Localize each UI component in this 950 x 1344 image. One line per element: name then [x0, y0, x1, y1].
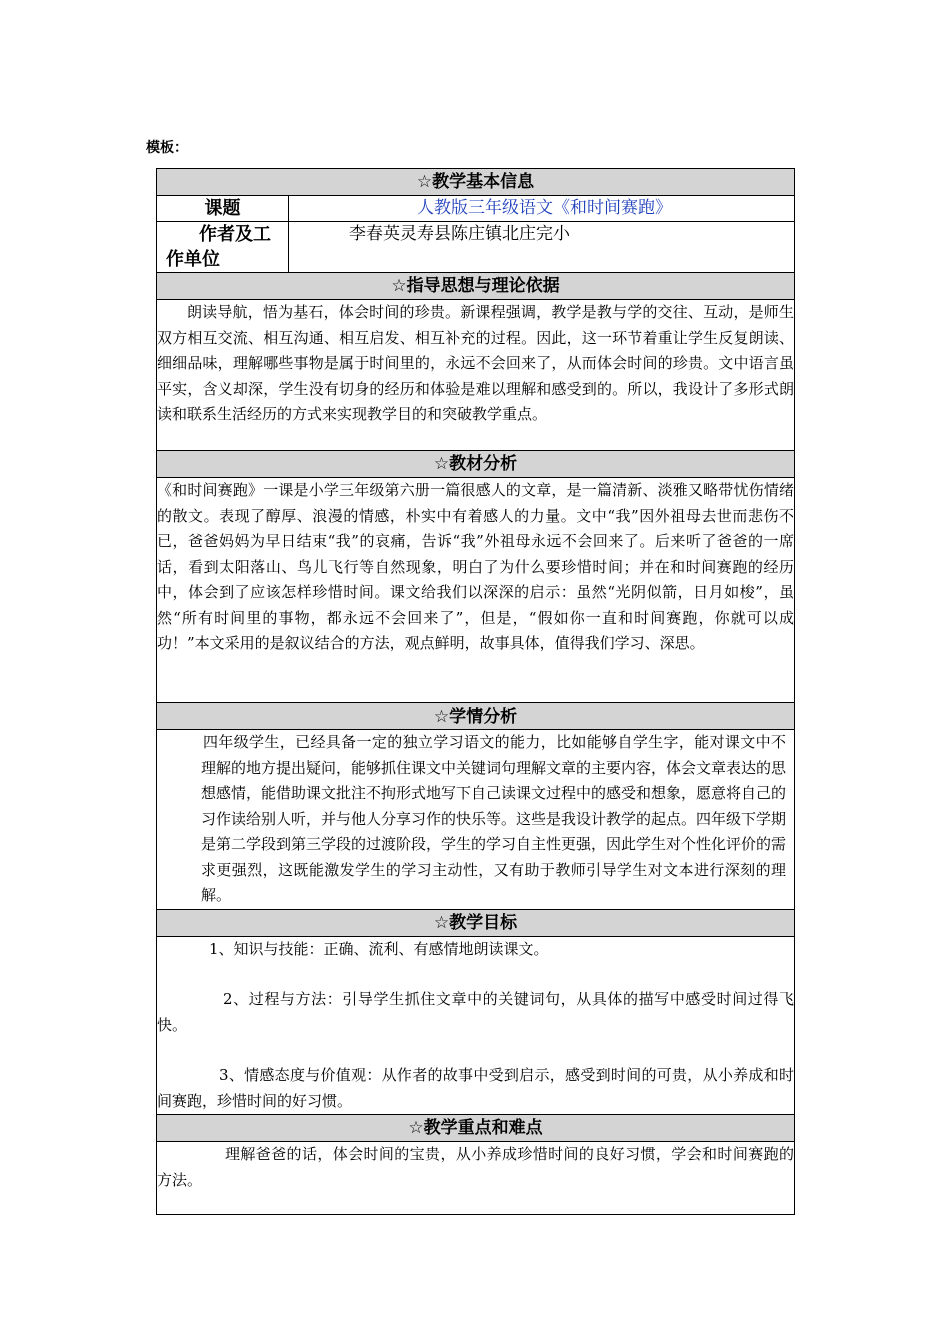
keypoints-text: 理解爸爸的话，体会时间的宝贵，从小养成珍惜时间的良好习惯，学会和时间赛跑的方法。 — [157, 1142, 795, 1215]
guiding-body-row — [157, 300, 795, 451]
students-text: 四年级学生，已经具备一定的独立学习语文的能力，比如能够自学生字，能对课文中不理解的地方提出疑问，能够抓住课文中关键词句理解文章的主要内容，体会文章表达的思想感情，能借助课文批注不拘形式地写下自己读课文过程中的感受和想象，愿意将自己的习作读给别人听，并与他人分享习作的快乐等。这些是我设计教学的起点。四年级下学期是第二学段到第三学段的过渡阶段，学生的学习自主性更强，因此学生对个性化评价的需求更强烈，这既能激发学生的学习主动性，又有助于教师引导学生对文本进行深刻的理解。 — [157, 730, 795, 910]
material-body-row — [157, 478, 795, 703]
students-header: ☆学情分析 — [157, 703, 795, 730]
students-body-row — [157, 730, 795, 910]
basic-info-header-row — [157, 169, 795, 196]
goal-item-3: 3、情感态度与价值观：从作者的故事中受到启示，感受到时间的可贵，从小养成和时间赛跑，珍惜时间的好习惯。 — [157, 1066, 794, 1110]
template-label: 模板： — [146, 140, 188, 156]
goals-body-row — [157, 936, 795, 1115]
goal-item-1: 1、知识与技能：正确、流利、有感情地朗读课文。 — [209, 939, 549, 958]
lesson-plan-table — [156, 168, 795, 1215]
keypoints-body-row — [157, 1142, 795, 1215]
author-row — [157, 222, 795, 273]
guiding-text: 朗读导航，悟为基石，体会时间的珍贵。新课程强调，教学是教与学的交往、互动，是师生双方相互交流、相互沟通、相互启发、相互补充的过程。因此，这一环节着重让学生反复朗读、细细品味，理解哪些事物是属于时间里的，永远不会回来了，从而体会时间的珍贵。文中语言虽平实，含义却深，学生没有切身的经历和体验是难以理解和感受到的。所以，我设计了多形式朗读和联系生活经历的方式来实现教学目的和突破教学重点。 — [157, 300, 795, 451]
basic-info-header: ☆教学基本信息 — [157, 169, 795, 196]
goals-header: ☆教学目标 — [157, 909, 795, 936]
keypoints-header: ☆教学重点和难点 — [157, 1115, 795, 1142]
author-label-line1: 作者及工 — [199, 224, 271, 245]
author-label — [157, 222, 289, 273]
goals-header-row — [157, 909, 795, 936]
goals-body — [157, 936, 795, 1115]
guiding-header: ☆指导思想与理论依据 — [157, 273, 795, 300]
topic-label: 课题 — [157, 196, 289, 222]
students-header-row — [157, 703, 795, 730]
topic-value: 人教版三年级语文《和时间赛跑》 — [289, 196, 795, 222]
author-label-line2: 作单位 — [166, 249, 220, 270]
goal-item-2: 2、过程与方法：引导学生抓住文章中的关键词句，从具体的描写中感受时间过得飞快。 — [157, 990, 794, 1034]
material-header-row — [157, 451, 795, 478]
guiding-header-row — [157, 273, 795, 300]
material-text: 《和时间赛跑》一课是小学三年级第六册一篇很感人的文章，是一篇清新、淡雅又略带忧伤情绪的散文。表现了醇厚、浪漫的情感，朴实中有着感人的力量。文中“我”因外祖母去世而悲伤不已，爸爸妈妈为早日结束“我”的哀痛，告诉“我”外祖母永远不会回来了。后来听了爸爸的一席话，看到太阳落山、鸟儿飞行等自然现象，明白了为什么要珍惜时间；并在和时间赛跑的经历中，体会到了应该怎样珍惜时间。课文给我们以深深的启示：虽然“光阴似箭，日月如梭”，虽然“所有时间里的事物，都永远不会回来了”，但是，“假如你一直和时间赛跑，你就可以成功！”本文采用的是叙议结合的方法，观点鲜明，故事具体，值得我们学习、深思。 — [157, 478, 795, 703]
topic-row — [157, 196, 795, 222]
keypoints-header-row — [157, 1115, 795, 1142]
author-value: 李春英灵寿县陈庄镇北庄完小 — [289, 222, 795, 273]
material-header: ☆教材分析 — [157, 451, 795, 478]
